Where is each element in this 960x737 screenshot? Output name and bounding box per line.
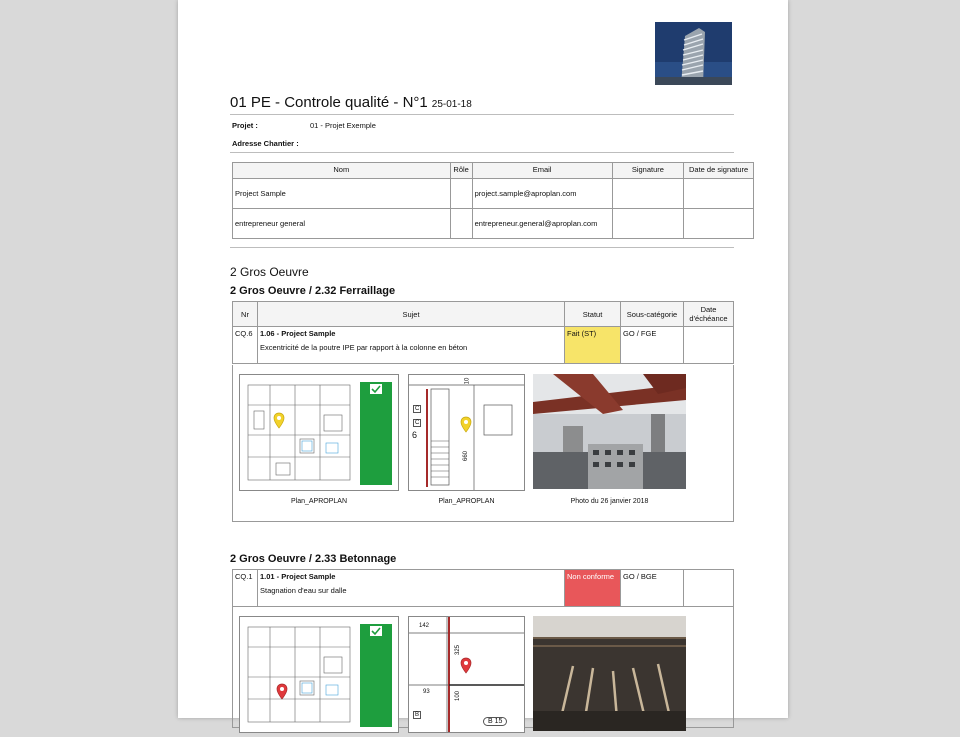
map-pin-icon [460,416,472,433]
attachment-caption: Plan_APROPLAN [290,498,348,505]
issue-due-date [684,570,734,607]
col-header: Sujet [258,302,565,327]
issue-nr: CQ.6 [233,327,258,364]
project-value: 01 - Projet Exemple [310,121,376,130]
project-label: Projet : [232,121,258,130]
issue-due-date [684,327,734,364]
group-title: 2 Gros Oeuvre / 2.33 Betonnage [230,553,397,565]
status-badge: Non conforme [565,570,621,607]
plan-dimension: 100 [455,690,462,702]
issue-subcategory: GO / FGE [621,327,684,364]
plan-thumbnail [239,616,399,733]
participant-name: Project Sample [233,179,451,209]
signature-date-cell [684,209,754,239]
attachments-box [232,365,734,522]
issue-nr: CQ.1 [233,570,258,607]
participant-email: project.sample@aproplan.com [472,179,612,209]
participant-email: entrepreneur.general@aproplan.com [472,209,612,239]
col-header: Nom [233,163,451,179]
title-text: 01 PE - Controle qualité - N°1 [230,94,428,111]
floor-plan-drawing [240,375,398,490]
plan-thumbnail [408,374,525,491]
plan-label: C [415,406,420,412]
map-pin-icon [273,412,285,429]
divider [230,114,734,115]
table-row [233,570,734,607]
map-pin-icon [460,657,472,674]
plan-thumbnail [239,374,399,491]
attachment-caption: Photo du 26 janvier 2018 [570,498,649,505]
group-title: 2 Gros Oeuvre / 2.32 Ferraillage [230,285,396,297]
col-header: Date de signature [684,163,754,179]
participant-name: entrepreneur general [233,209,451,239]
col-header: Statut [565,302,621,327]
signature-date-cell [684,179,754,209]
issue-subject: 1.06 - Project Sample Excentricité de la poutre IPE par rapport à la colonne en béton [258,327,565,364]
site-photo [533,616,686,731]
participant-role [450,209,472,239]
table-row [233,179,754,209]
section-title: 2 Gros Oeuvre [230,265,309,279]
attachment-caption: Plan_APROPLAN [438,498,495,505]
report-date: 25-01-18 [431,99,472,110]
participant-role [450,179,472,209]
signature-cell [612,179,684,209]
divider [230,152,734,153]
plan-dimension: 660 [463,450,470,462]
plan-dimension: 325 [455,644,462,656]
col-header: Sous-catégorie [621,302,684,327]
status-badge: Fait (ST) [565,327,621,364]
plan-number: 6 [412,430,418,440]
signature-cell [612,209,684,239]
issue-subcategory: GO / BGE [621,570,684,607]
building-photo-icon [655,22,732,85]
divider [230,247,734,248]
col-header: Rôle [450,163,472,179]
issues-table [232,569,734,607]
plan-label: B 15 [483,717,507,726]
issue-subject: 1.01 - Project Sample Stagnation d'eau sur dalle [258,570,565,607]
report-title [230,94,472,111]
attachments-box [232,607,734,728]
plan-dimension: 142 [419,623,430,629]
col-header: Date d'échéance [684,302,734,327]
section-plan-drawing [409,617,524,732]
report-page [178,0,788,725]
col-header: Nr [233,302,258,327]
plan-thumbnail [408,616,525,733]
plan-dimension: 10 [464,377,471,385]
table-row [233,327,734,364]
col-header: Email [472,163,612,179]
plan-dimension: 93 [423,689,430,695]
floor-plan-drawing [240,617,398,732]
table-row [233,209,754,239]
address-label: Adresse Chantier : [232,139,299,148]
plan-label: C [415,420,420,426]
site-photo [533,374,686,489]
col-header: Signature [612,163,684,179]
issues-table [232,301,734,364]
map-pin-icon [276,683,288,700]
participants-table [232,162,754,239]
plan-label: B [415,712,420,718]
